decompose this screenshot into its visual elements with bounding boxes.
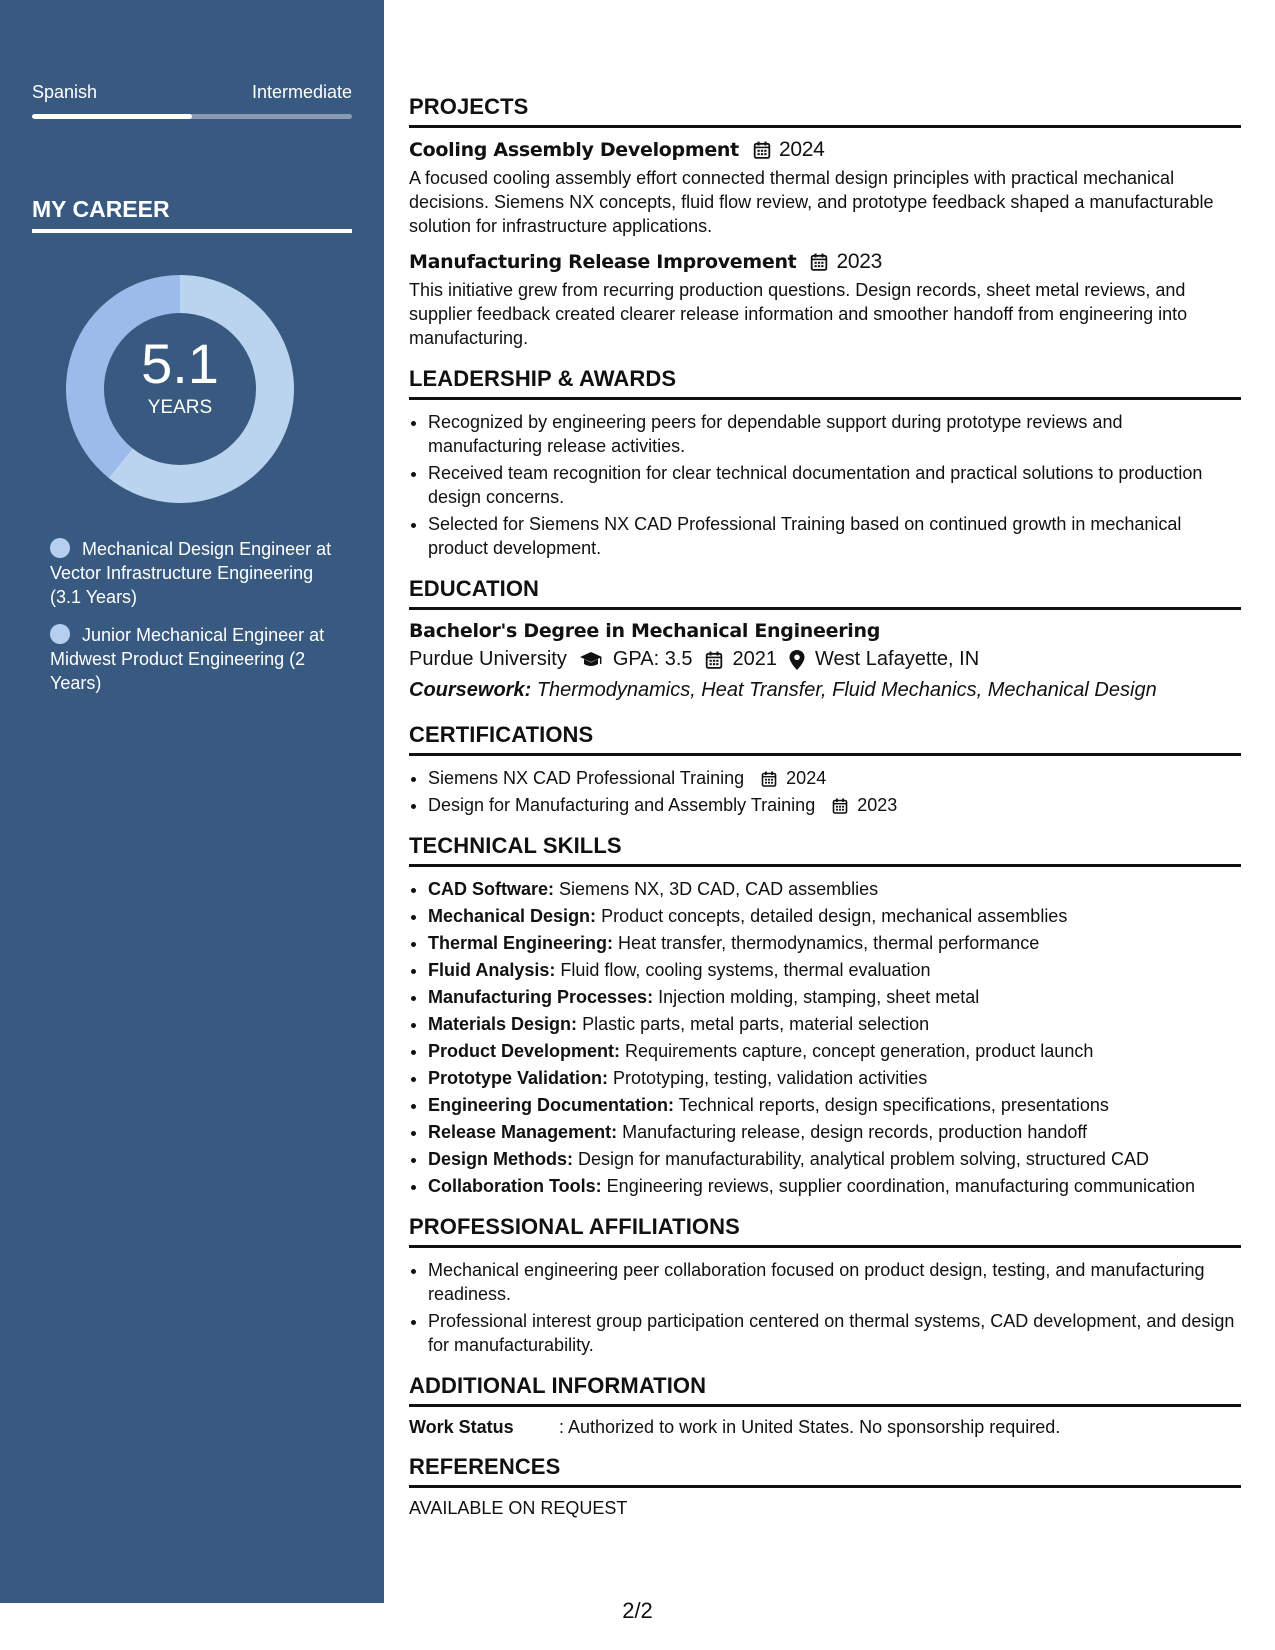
list-item	[428, 793, 1241, 817]
list-item	[428, 985, 1241, 1009]
list-item	[428, 1147, 1241, 1171]
certifications-list	[409, 766, 1241, 817]
skill-label: Release Management:	[428, 1122, 618, 1142]
career-list	[50, 537, 340, 709]
education-coursework	[409, 679, 1241, 702]
project-year: 2023	[836, 250, 882, 273]
main-content	[409, 94, 1241, 1535]
skill-text: Product concepts, detailed design, mechanical assemblies	[601, 906, 1068, 926]
skills-heading: TECHNICAL SKILLS	[409, 833, 1241, 867]
leadership-list	[409, 410, 1241, 560]
project-title-row	[409, 138, 1241, 162]
skill-label: Manufacturing Processes:	[428, 987, 654, 1007]
skill-label: Design Methods:	[428, 1149, 574, 1169]
skill-text: Injection molding, stamping, sheet metal	[658, 987, 980, 1007]
projects-heading: PROJECTS	[409, 94, 1241, 128]
skill-label: Engineering Documentation:	[428, 1095, 675, 1115]
calendar-icon	[705, 651, 723, 669]
career-item	[50, 537, 340, 609]
education-heading: EDUCATION	[409, 576, 1241, 610]
skill-label: Prototype Validation:	[428, 1068, 609, 1088]
career-years-unit: YEARS	[147, 397, 213, 418]
career-dot-icon	[50, 624, 70, 644]
sidebar	[0, 0, 384, 1603]
coursework-label: Coursework:	[409, 679, 532, 701]
work-status-label: Work Status	[409, 1417, 514, 1437]
affiliations-list	[409, 1258, 1241, 1357]
references-section	[409, 1454, 1241, 1519]
career-item-detail: at Vector Infrastructure Engineering (3.1 Years)	[50, 539, 332, 607]
career-heading: MY CAREER	[32, 196, 352, 233]
education-location: West Lafayette, IN	[815, 648, 980, 670]
skill-label: CAD Software:	[428, 879, 555, 899]
project-year: 2024	[778, 138, 825, 161]
education-section	[409, 576, 1241, 702]
language-proficiency-bar	[32, 114, 352, 119]
graduation-cap-icon	[579, 651, 603, 669]
skill-label: Fluid Analysis:	[428, 960, 556, 980]
career-donut-chart	[66, 275, 294, 503]
career-item-detail: at Midwest Product Engineering (2 Years)	[50, 625, 325, 693]
career-item-title: Junior Mechanical Engineer	[82, 625, 305, 645]
certification-name: Siemens NX CAD Professional Training	[428, 768, 745, 788]
skill-text: Fluid flow, cooling systems, thermal evaluation	[560, 960, 931, 980]
education-gpa: GPA: 3.5	[612, 648, 693, 670]
project-description: This initiative grew from recurring production questions. Design records, sheet metal reviews, and supplier feedback created clearer release information and smoother handoff from engineering into manufacturing.	[409, 280, 1188, 348]
list-item: • Received team recognition for clear technical documentation and practical solutions to production design concerns.	[428, 461, 1241, 509]
projects-section	[409, 94, 1241, 350]
certification-name: Design for Manufacturing and Assembly Training	[428, 795, 816, 815]
location-pin-icon	[789, 650, 805, 670]
calendar-icon	[761, 771, 777, 787]
skill-text: Engineering reviews, supplier coordination, manufacturing communication	[606, 1176, 1195, 1196]
skills-list	[409, 877, 1241, 1198]
list-item	[428, 904, 1241, 928]
skill-text: Prototyping, testing, validation activities	[613, 1068, 928, 1088]
references-heading: REFERENCES	[409, 1454, 1241, 1488]
language-proficiency-fill	[32, 114, 192, 119]
education-school: Purdue University	[409, 648, 567, 670]
list-item	[428, 1066, 1241, 1090]
project-title: Cooling Assembly Development	[409, 139, 739, 161]
work-status-value: : Authorized to work in United States. No sponsorship required.	[559, 1417, 1061, 1437]
calendar-icon	[832, 798, 848, 814]
calendar-icon	[753, 141, 771, 159]
certifications-section	[409, 722, 1241, 817]
project-title-row	[409, 250, 1241, 274]
list-item	[428, 766, 1241, 790]
education-year: 2021	[732, 648, 778, 670]
list-item: • Mechanical engineering peer collaboration focused on product design, testing, and manufacturing readiness.	[428, 1258, 1241, 1306]
education-details	[409, 648, 1241, 671]
list-item	[428, 877, 1241, 901]
work-status-row	[409, 1417, 1241, 1438]
list-item	[428, 931, 1241, 955]
skill-text: Design for manufacturability, analytical problem solving, structured CAD	[578, 1149, 1149, 1169]
list-item: • Professional interest group participation centered on thermal systems, CAD development, and design for manufacturability.	[428, 1309, 1241, 1357]
references-text: AVAILABLE ON REQUEST	[409, 1498, 628, 1518]
skill-label: Collaboration Tools:	[428, 1176, 602, 1196]
certification-year: 2024	[786, 768, 827, 788]
skill-text: Plastic parts, metal parts, material selection	[582, 1014, 930, 1034]
certification-year: 2023	[857, 795, 898, 815]
language-name: Spanish	[32, 82, 98, 102]
page-number: 2/2	[622, 1598, 653, 1623]
skill-text: Technical reports, design specifications, presentations	[678, 1095, 1109, 1115]
skill-text: Siemens NX, 3D CAD, CAD assemblies	[559, 879, 879, 899]
skill-label: Thermal Engineering:	[428, 933, 614, 953]
certifications-heading: CERTIFICATIONS	[409, 722, 1241, 756]
additional-info-heading: ADDITIONAL INFORMATION	[409, 1373, 1241, 1407]
skill-text: Manufacturing release, design records, production handoff	[622, 1122, 1088, 1142]
skills-section	[409, 833, 1241, 1198]
career-years-value: 5.1	[141, 332, 219, 395]
language-row	[32, 82, 352, 103]
skill-label: Product Development:	[428, 1041, 621, 1061]
language-level: Intermediate	[251, 82, 352, 102]
project-description: A focused cooling assembly effort connected thermal design principles with practical mechanical decisions. Siemens NX concepts, fluid flow review, and prototype feedback shaped a manufacturable solution for infrastructure applications.	[409, 168, 1214, 236]
list-item	[428, 1120, 1241, 1144]
skill-label: Materials Design:	[428, 1014, 578, 1034]
career-dot-icon	[50, 538, 70, 558]
list-item	[428, 958, 1241, 982]
list-item	[428, 1174, 1241, 1198]
career-item-title: Mechanical Design Engineer	[82, 539, 312, 559]
coursework-text: Thermodynamics, Heat Transfer, Fluid Mechanics, Mechanical Design	[536, 679, 1157, 701]
skill-text: Heat transfer, thermodynamics, thermal performance	[618, 933, 1040, 953]
skill-label: Mechanical Design:	[428, 906, 597, 926]
education-degree: Bachelor's Degree in Mechanical Engineering	[409, 620, 881, 642]
career-item	[50, 623, 340, 695]
list-item	[428, 1012, 1241, 1036]
list-item	[428, 1093, 1241, 1117]
list-item	[428, 1039, 1241, 1063]
leadership-heading: LEADERSHIP & AWARDS	[409, 366, 1241, 400]
additional-info-section	[409, 1373, 1241, 1438]
list-item: • Selected for Siemens NX CAD Professional Training based on continued growth in mechanical product development.	[428, 512, 1241, 560]
leadership-section	[409, 366, 1241, 560]
affiliations-heading: PROFESSIONAL AFFILIATIONS	[409, 1214, 1241, 1248]
skill-text: Requirements capture, concept generation, product launch	[625, 1041, 1094, 1061]
calendar-icon	[810, 253, 828, 271]
project-title: Manufacturing Release Improvement	[409, 251, 797, 273]
list-item: • Recognized by engineering peers for dependable support during prototype reviews and manufacturing release activities.	[428, 410, 1241, 458]
affiliations-section	[409, 1214, 1241, 1357]
